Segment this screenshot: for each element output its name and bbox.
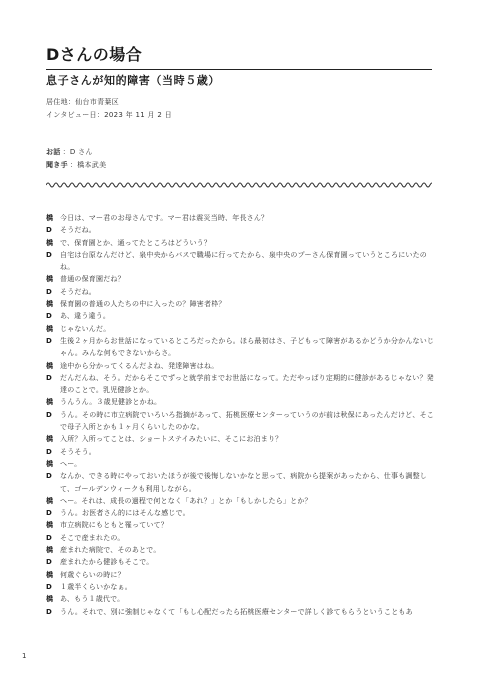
utterance-text: じゃないんだ。 <box>60 324 111 333</box>
dialogue-line <box>46 532 436 544</box>
speaker-tag: D <box>46 533 53 542</box>
speaker-tag: 橋 <box>46 300 54 309</box>
dialogue-line <box>46 433 436 445</box>
utterance-text: うん。その時に市立病院でいろいろ指摘があって、拓桃医療センターっていうのが前は秋保にあったんだけど、そこで母子入所とかも１ヶ月くらいしたのかな。 <box>60 410 434 432</box>
speaker-label: お話 <box>46 148 61 156</box>
utterance-text: で、保育園とか、通ってたところはどういう？ <box>60 238 212 247</box>
utterance-text: そうだね。 <box>60 287 96 296</box>
utterance-text: 自宅は台原なんだけど、泉中央からバスで職場に行ってたから、泉中央のプーさん保育園っていうところにいたのね。 <box>60 250 427 272</box>
speaker-tag: 橋 <box>46 238 54 247</box>
dialogue-line <box>46 310 436 322</box>
utterance-text: 産まれたから健診もそこで。 <box>60 558 154 567</box>
dialogue-line <box>46 212 436 224</box>
dialogue-line <box>46 495 436 507</box>
dialogue-line <box>46 409 436 434</box>
dialogue-line <box>46 396 436 408</box>
dialogue-line <box>46 224 436 236</box>
interviewer-info <box>46 160 106 170</box>
utterance-text: 何歳ぐらいの時に？ <box>60 570 125 579</box>
speaker-tag: 橋 <box>46 595 54 604</box>
interviewer-label: 聞き手 <box>46 161 68 169</box>
dialogue-line <box>46 237 436 249</box>
page-number: 1 <box>22 652 27 660</box>
speaker-tag: 橋 <box>46 324 54 333</box>
utterance-text: 途中から分かってくるんだよね、発達障害はね。 <box>60 361 219 370</box>
dialogue-line <box>46 556 436 568</box>
speaker-tag: 橋 <box>46 459 54 468</box>
page-subtitle: 息子さんが知的障害（当時５歳） <box>46 74 220 87</box>
dialogue-line <box>46 372 436 397</box>
dialogue-line <box>46 249 436 274</box>
speaker-tag: D <box>46 607 53 616</box>
utterance-text: うん。お医者さん的にはそんな感じで。 <box>60 509 190 518</box>
dialogue-line <box>46 544 436 556</box>
utterance-text: 今日は、マー君のお母さんです。マー君は震災当時、年長さん？ <box>60 214 269 222</box>
page-title: Dさんの場合 <box>46 42 432 70</box>
speaker-tag: D <box>46 336 53 345</box>
dialogue-transcript <box>46 212 436 618</box>
utterance-text: 普通の保育園だね？ <box>60 275 125 284</box>
utterance-text: なんか、できる時にやっておいたほうが後で後悔しないかなと思って、病院から提案があったから、仕事も調整して、ゴールデンウィークも利用しながら。 <box>60 472 427 493</box>
speaker-tag: 橋 <box>46 521 54 530</box>
dialogue-line <box>46 273 436 285</box>
dialogue-line <box>46 569 436 581</box>
speaker-info <box>46 147 93 157</box>
speaker-value: ：D さん <box>62 148 93 156</box>
speaker-tag: D <box>46 373 53 382</box>
dialogue-line <box>46 470 436 495</box>
dialogue-line <box>46 507 436 519</box>
interviewer-value: ：橋本武美 <box>69 161 107 169</box>
speaker-tag: 橋 <box>46 398 54 407</box>
utterance-text: あ、違う違う。 <box>60 312 111 321</box>
speaker-tag: D <box>46 472 53 481</box>
speaker-tag: D <box>46 410 53 419</box>
utterance-text: 産まれた病院で、そのあとで。 <box>60 546 161 555</box>
dialogue-line <box>46 581 436 593</box>
speaker-tag: 橋 <box>46 275 54 284</box>
utterance-text: あ、もう１歳代で。 <box>60 595 125 604</box>
speaker-tag: D <box>46 509 53 518</box>
dialogue-line <box>46 360 436 372</box>
utterance-text: うん。それで、別に強制じゃなくて「もし心配だったら拓桃医療センターで詳しく診てもらうということもあ <box>60 607 413 616</box>
dialogue-line <box>46 606 436 618</box>
wavy-divider <box>46 180 432 190</box>
residence-info: 居住地：仙台市青葉区 <box>46 98 119 106</box>
speaker-tag: 橋 <box>46 570 54 579</box>
interview-date: インタビュー日：2023 年 11 月 2 日 <box>46 111 172 119</box>
speaker-tag: 橋 <box>46 435 54 444</box>
dialogue-line <box>46 519 436 531</box>
speaker-tag: D <box>46 287 53 296</box>
dialogue-line <box>46 593 436 605</box>
utterance-text: 入所？入所ってことは、ショートステイみたいに、そこにお泊まり？ <box>60 435 283 444</box>
utterance-text: だんだんね、そう。だからそこでずっと就学前までお世話になって。ただやっぱり定期的に健診があるじゃない？発達のことで。乳児健診とか。 <box>60 373 434 395</box>
speaker-tag: D <box>46 250 53 259</box>
dialogue-line <box>46 458 436 470</box>
speaker-tag: 橋 <box>46 496 54 505</box>
speaker-tag: D <box>46 447 53 456</box>
speaker-tag: D <box>46 558 53 567</box>
utterance-text: へー。それは、成長の過程で何となく「あれ？」とか「もしかしたら」とか？ <box>60 496 312 505</box>
utterance-text: そうそう。 <box>60 447 96 456</box>
speaker-tag: 橋 <box>46 214 54 222</box>
utterance-text: そうだね。 <box>60 226 96 235</box>
utterance-text: 保育園の普通の人たちの中に入ったの？障害者枠？ <box>60 300 226 309</box>
speaker-tag: 橋 <box>46 546 54 555</box>
speaker-tag: D <box>46 582 53 591</box>
utterance-text: へー。 <box>60 459 82 468</box>
dialogue-line <box>46 335 436 360</box>
dialogue-line <box>46 286 436 298</box>
speaker-tag: D <box>46 312 53 321</box>
utterance-text: １歳半くらいかなぁ。 <box>60 582 132 591</box>
speaker-tag: D <box>46 226 53 235</box>
speaker-tag: 橋 <box>46 361 54 370</box>
dialogue-line <box>46 446 436 458</box>
dialogue-line <box>46 323 436 335</box>
dialogue-line <box>46 298 436 310</box>
utterance-text: うんうん。３歳児健診とかね。 <box>60 398 162 407</box>
utterance-text: そこで産まれたの。 <box>60 533 125 542</box>
utterance-text: 生後２ヶ月からお世話になっているところだったから。ほら最初はさ、子どもって障害があるかどうか分かんないじゃん。みんな何もできないからさ。 <box>60 336 435 358</box>
utterance-text: 市立病院にもともと罹っていて？ <box>60 521 168 530</box>
